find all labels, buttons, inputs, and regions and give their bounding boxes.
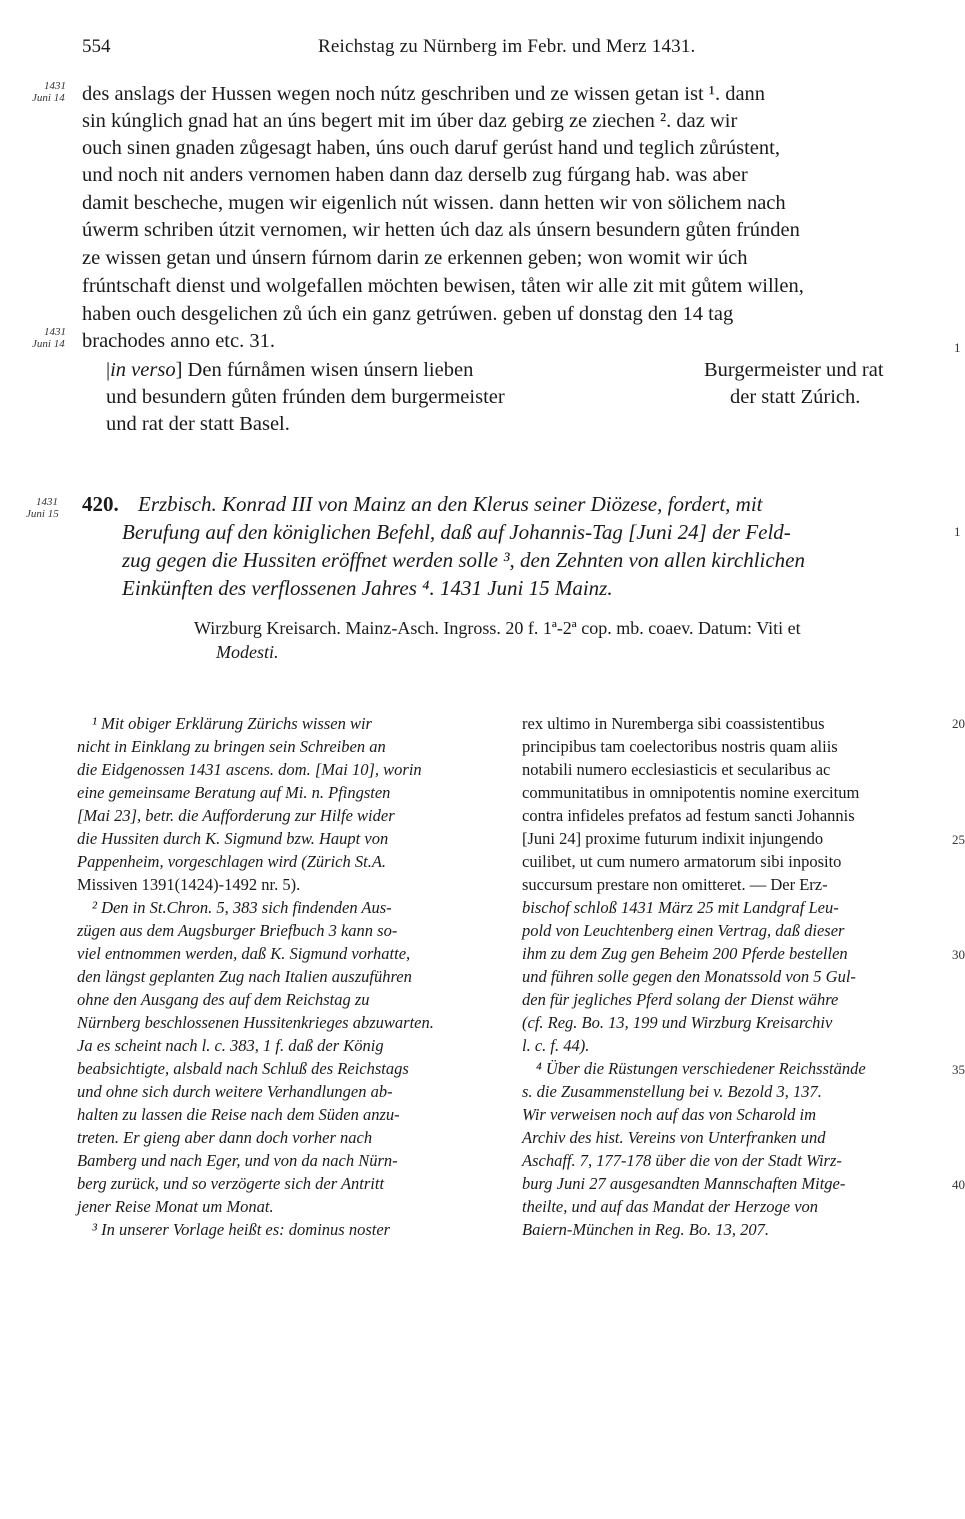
footnote-line: notabili numero ecclesiasticis et secularibus ac xyxy=(522,760,831,779)
footnote-line: pold von Leuchtenberg einen Vertrag, daß dieser xyxy=(522,921,845,940)
footnote-line: den längst geplanten Zug nach Italien auszuführen xyxy=(77,967,412,986)
footnote-line: principibus tam coelectoribus nostris quam aliis xyxy=(522,737,838,756)
footnote-line: nicht in Einklang zu bringen sein Schreiben an xyxy=(77,737,386,756)
letter-line: des anslags der Hussen wegen noch nútz geschriben und ze wissen getan ist ¹. dann xyxy=(82,83,766,105)
footnote-line: viel entnommen werden, daß K. Sigmund vorhatte, xyxy=(77,944,411,963)
source-line: Wirzburg Kreisarch. Mainz-Asch. Ingross. 20 f. 1ª-2ª cop. mb. coaev. Datum: Viti et xyxy=(194,618,801,638)
line-number: 30 xyxy=(952,947,965,962)
margin-note-date: Juni 14 xyxy=(32,92,65,104)
regest-line: Berufung auf den königlichen Befehl, daß auf Johannis-Tag [Juni 24] der Feld- xyxy=(122,520,791,544)
footnote-line: Wir verweisen noch auf das von Scharold im xyxy=(522,1105,817,1124)
source-line: Modesti. xyxy=(216,642,279,662)
running-title: Reichstag zu Nürnberg im Febr. und Merz 1431. xyxy=(318,36,696,57)
letter-line: sin kúnglich gnad hat an úns begert mit im úber daz gebirg ze ziechen ². daz wir xyxy=(82,110,738,132)
letter-line: úwerm schriben útzit vernomen, wir hetten úch daz als únsern besundern gůten frúnden xyxy=(82,219,800,241)
address-line-verso: |in verso] Den fúrnåmen wisen únsern lieben xyxy=(106,359,474,381)
verso-label: in verso xyxy=(110,359,176,381)
letter-line: ouch sinen gnaden zůgesagt haben, úns ouch daruf gerúst hand und teglich zůrústent, xyxy=(82,137,780,159)
address-line: und besundern gůten frúnden dem burgermeister xyxy=(106,386,505,408)
footnote-line: Aschaff. 7, 177-178 über die von der Stadt Wirz- xyxy=(522,1151,842,1170)
regest-line: Einkünften des verflossenen Jahres ⁴. 1431 Juni 15 Mainz. xyxy=(122,576,613,600)
footnote-line: ihm zu dem Zug gen Beheim 200 Pferde bestellen xyxy=(522,944,848,963)
regest-line: zug gegen die Hussiten eröffnet werden solle ³, den Zehnten von allen kirchlichen xyxy=(122,548,806,572)
footnote-line: Pappenheim, vorgeschlagen wird (Zürich St.A. xyxy=(77,852,387,871)
footnote-line: Bamberg und nach Eger, und von da nach Nürn- xyxy=(77,1151,398,1170)
margin-note xyxy=(32,326,66,350)
line-number: 35 xyxy=(952,1062,965,1077)
footnote-line: Baiern-München in Reg. Bo. 13, 207. xyxy=(522,1220,769,1239)
footnote-line: ⁴ Über die Rüstungen verschiedener Reichsstände xyxy=(536,1059,866,1078)
footnote-line: und führen solle gegen den Monatssold von 5 Gul- xyxy=(522,967,856,986)
footnote-line: ³ In unserer Vorlage heißt es: dominus noster xyxy=(92,1220,391,1239)
margin-note-year: 1431 xyxy=(36,496,58,508)
footnote-line: ² Den in St.Chron. 5, 383 sich findenden Aus- xyxy=(92,898,392,917)
address-line: und rat der statt Basel. xyxy=(106,413,290,435)
margin-note xyxy=(32,80,66,104)
right-margin-number: 1 xyxy=(954,524,961,539)
footnote-line: cuilibet, ut cum numero armatorum sibi inposito xyxy=(522,852,842,871)
footnote-line: Missiven 1391(1424)-1492 nr. 5). xyxy=(77,875,301,894)
footnote-line: (cf. Reg. Bo. 13, 199 und Wirzburg Kreisarchiv xyxy=(522,1013,833,1032)
margin-note-date: Juni 14 xyxy=(32,338,65,350)
line-number: 40 xyxy=(952,1177,965,1192)
footnote-line: ohne den Ausgang des auf dem Reichstag zu xyxy=(77,990,370,1009)
footnote-line: halten zu lassen die Reise nach dem Süden anzu- xyxy=(77,1105,400,1124)
footnote-line: ¹ Mit obiger Erklärung Zürichs wissen wir xyxy=(92,714,372,733)
footnote-line: die Eidgenossen 1431 ascens. dom. [Mai 10], worin xyxy=(77,760,422,779)
margin-note-year: 1431 xyxy=(44,326,66,338)
footnote-line: Archiv des hist. Vereins von Unterfranken und xyxy=(522,1128,826,1147)
regest-line: Erzbisch. Konrad III von Mainz an den Klerus seiner Diözese, fordert, mit xyxy=(138,492,763,516)
footnote-line: contra infideles prefatos ad festum sancti Johannis xyxy=(522,806,855,825)
footnote-line: bischof schloß 1431 März 25 mit Landgraf Leu- xyxy=(522,898,839,917)
footnote-line: l. c. f. 44). xyxy=(522,1036,590,1055)
footnote-line: berg zurück, und so verzögerte sich der Antritt xyxy=(77,1174,385,1193)
line-number: 20 xyxy=(952,716,965,731)
footnote-line: Nürnberg beschlossenen Hussitenkrieges abzuwarten. xyxy=(77,1013,434,1032)
footnote-line: beabsichtigte, alsbald nach Schluß des Reichstags xyxy=(77,1059,409,1078)
footnote-line: Ja es scheint nach l. c. 383, 1 f. daß der König xyxy=(77,1036,384,1055)
footnote-line: communitatibus in omnipotentis nomine exercitum xyxy=(522,783,860,802)
letter-line: brachodes anno etc. 31. xyxy=(82,330,275,352)
footnote-line: burg Juni 27 ausgesandten Mannschaften Mitge- xyxy=(522,1174,846,1193)
footnote-line: jener Reise Monat um Monat. xyxy=(77,1197,274,1216)
letter-line: ze wissen getan und únsern fúrnom darin ze erkennen geben; won womit wir úch xyxy=(82,247,748,269)
page-number: 554 xyxy=(82,36,111,57)
footnote-line: den für jegliches Pferd solang der Dienst währe xyxy=(522,990,839,1009)
footnote-line: eine gemeinsame Beratung auf Mi. n. Pfingsten xyxy=(77,783,391,802)
document-number: 420. xyxy=(82,492,119,516)
margin-note-year: 1431 xyxy=(44,80,66,92)
letter-line: frúntschaft dienst und wolgefallen möchten bewisen, tåten wir alle zit mit gůtem willen, xyxy=(82,275,804,297)
address-text: Den fúrnåmen wisen únsern lieben xyxy=(187,359,474,381)
margin-note xyxy=(26,496,59,520)
footnote-line: theilte, und auf das Mandat der Herzoge von xyxy=(522,1197,819,1216)
footnote-line: [Juni 24] proxime futurum indixit injungendo xyxy=(522,829,824,848)
letter-line: damit bescheche, mugen wir eigenlich nút wissen. dann hetten wir von sölichem nach xyxy=(82,192,786,214)
sender-line: Burgermeister und rat xyxy=(704,359,884,381)
letter-line: haben ouch desgelichen zů úch ein ganz getrúwen. geben uf donstag den 14 tag xyxy=(82,303,734,325)
line-number: 25 xyxy=(952,832,965,847)
footnote-line: [Mai 23], betr. die Aufforderung zur Hilfe wider xyxy=(77,806,395,825)
footnote-line: s. die Zusammenstellung bei v. Bezold 3, 137. xyxy=(522,1082,822,1101)
margin-note-date: Juni 15 xyxy=(26,508,59,520)
letter-line: und noch nit anders vernomen haben dann daz derselb zug fúrgang hab. was aber xyxy=(82,164,748,186)
footnote-line: zügen aus dem Augsburger Briefbuch 3 kann so- xyxy=(77,921,398,940)
footnote-line: succursum prestare non omitteret. — Der Erz- xyxy=(522,875,828,894)
right-margin-number: 1 xyxy=(954,340,961,355)
sender-line: der statt Zúrich. xyxy=(730,386,861,408)
footnote-line: rex ultimo in Nuremberga sibi coassistentibus xyxy=(522,714,825,733)
footnote-line: treten. Er gieng aber dann doch vorher nach xyxy=(77,1128,373,1147)
footnote-line: und ohne sich durch weitere Verhandlungen ab- xyxy=(77,1082,393,1101)
footnote-line: die Hussiten durch K. Sigmund bzw. Haupt von xyxy=(77,829,389,848)
